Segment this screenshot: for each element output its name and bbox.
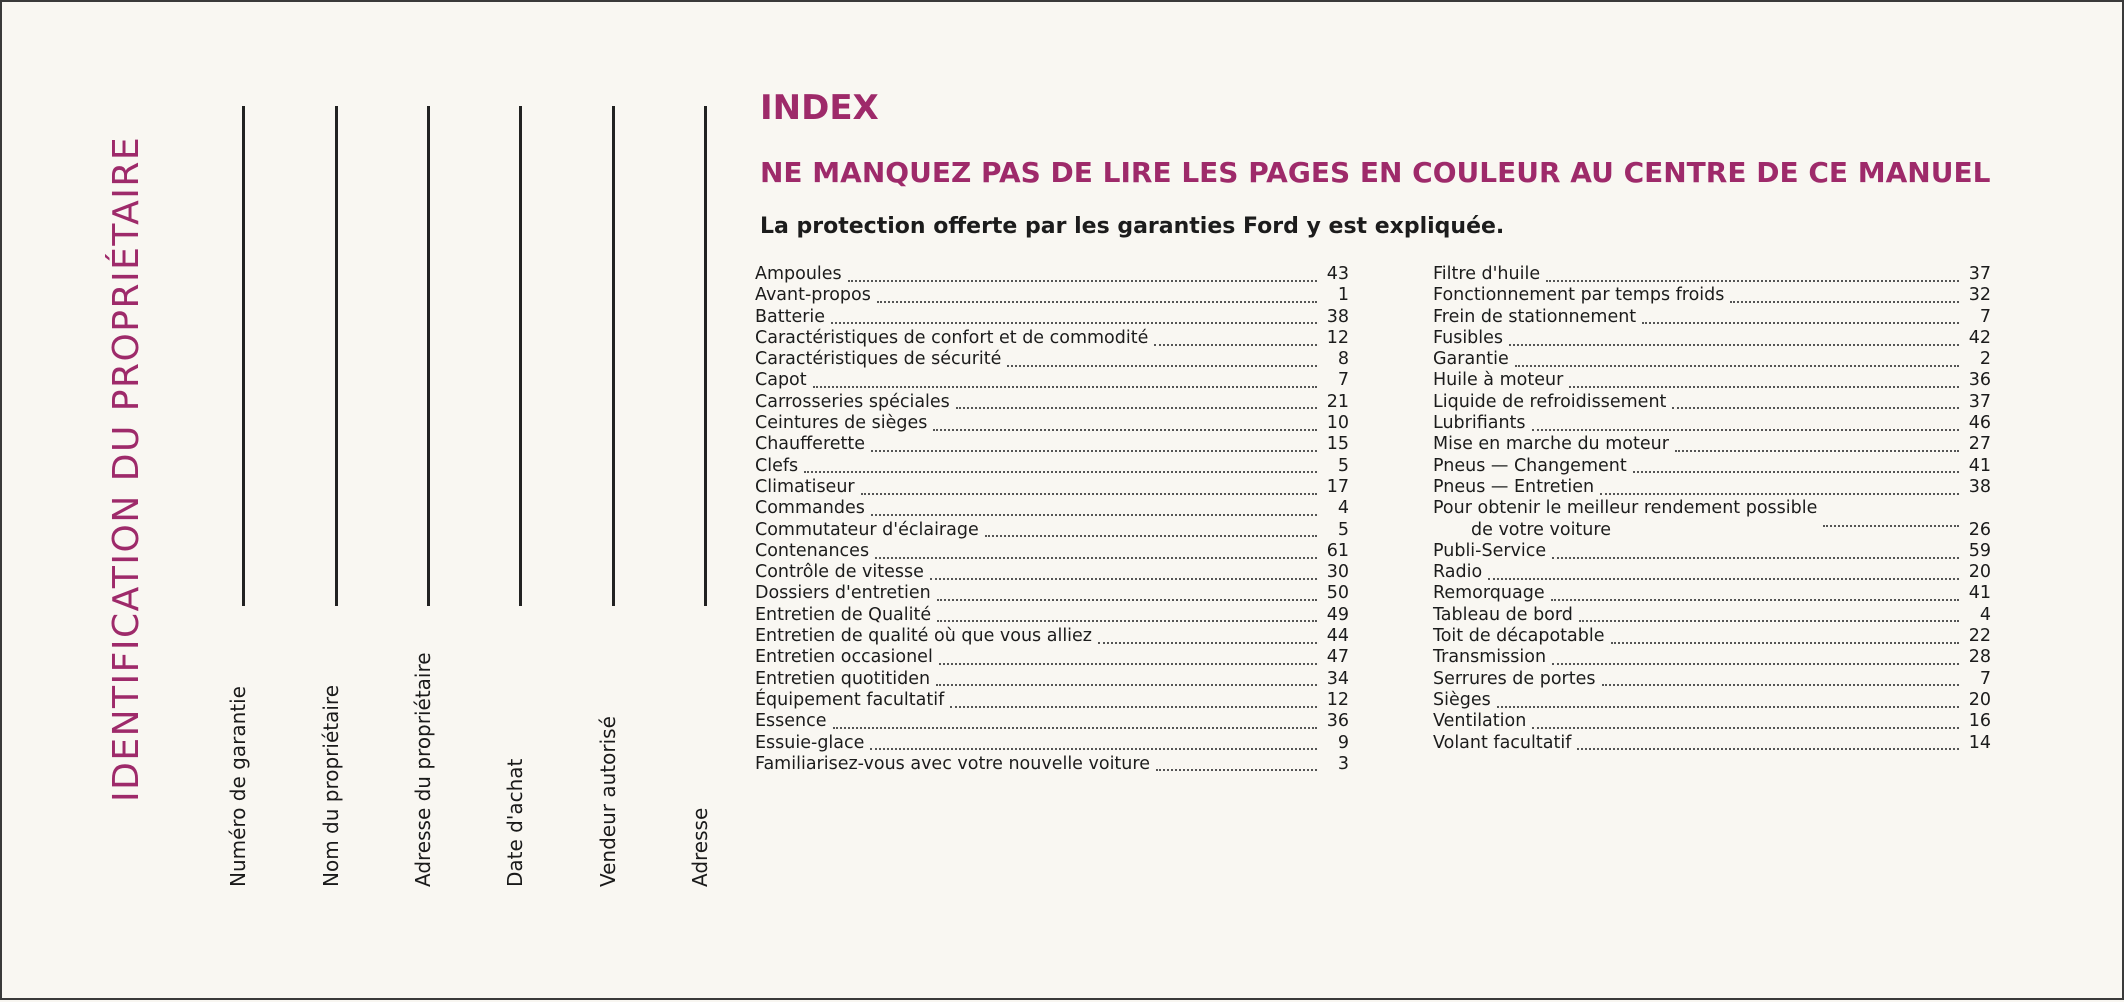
index-entry-name-text: Climatiseur [755,476,855,497]
index-entry [755,754,1349,775]
index-note: La protection offerte par les garanties Ford y est expliquée. [760,214,1505,239]
index-entry-name [755,711,827,732]
index-entry-page: 22 [1968,626,1991,647]
field-label: Vendeur autorisé [596,716,620,887]
dot-leader [950,692,1317,708]
index-entry [1433,456,1991,477]
index-entry-name-text: Publi-Service [1433,540,1547,561]
dot-leader [1156,755,1317,771]
index-entry-name-text: Tableau de bord [1433,604,1573,625]
dot-leader [1007,351,1317,367]
index-entry-name-text: Ventilation [1433,711,1527,732]
index-entry-name [1433,285,1724,306]
index-entry [1433,562,1991,583]
index-entry [1433,307,1991,328]
index-entry-page: 37 [1968,264,1991,284]
index-entry [1433,583,1991,604]
dot-leader [1497,692,1959,708]
index-entry [755,264,1349,285]
index-entry-page: 38 [1326,306,1349,327]
index-title: INDEX [760,88,879,128]
index-entry-name [1433,690,1491,711]
index-entry-name-text: Équipement facultatif [755,689,945,710]
index-entry [755,541,1349,562]
index-entry-name [755,370,807,391]
dot-leader [877,287,1317,303]
index-entry-page: 5 [1337,455,1349,476]
dot-leader [875,543,1317,559]
index-entry [755,583,1349,604]
index-entry-page: 5 [1337,519,1349,540]
index-entry [1433,370,1991,391]
dot-leader [1551,585,1959,601]
index-entry-name-text: Essuie-glace [755,732,865,753]
index-entry-name [755,264,842,285]
index-entry-name [1433,541,1546,562]
field-label: Nom du propriétaire [319,684,343,887]
index-entry-page: 36 [1968,370,1991,391]
index-entry-name [755,434,865,455]
field-line [704,106,707,606]
dot-leader [985,521,1317,537]
index-entry-page: 4 [1337,498,1349,519]
dot-leader [833,713,1317,729]
index-column-left [755,264,1349,775]
dot-leader [804,457,1317,473]
index-entry-page: 15 [1326,434,1349,455]
index-entry-name [755,583,931,604]
index-entry-name-text: Entretien de Qualité [755,604,932,625]
index-entry-name [1433,413,1526,434]
index-entry-page: 12 [1326,689,1349,710]
index-entry-name-text: Mise en marche du moteur [1433,434,1669,455]
index-entry-page: 7 [1337,370,1349,391]
dot-leader [1823,511,1959,527]
index-entry [755,690,1349,711]
index-entry [755,434,1349,455]
dot-leader [1633,457,1959,473]
dot-leader [1546,266,1959,282]
field-line [427,106,430,606]
index-entry [755,605,1349,626]
index-entry-name-text: Chaufferette [755,434,866,455]
index-entry-page: 20 [1968,562,1991,583]
index-entry-page: 4 [1979,604,1991,625]
index-entry-name-text: Remorquage [1433,583,1545,604]
index-entry [755,456,1349,477]
index-entry-name [755,520,979,541]
index-entry-name-text: Pneus — Entretien [1433,476,1595,497]
dot-leader [848,266,1317,282]
dot-leader [1154,330,1317,346]
dot-leader [813,372,1317,388]
index-entry-name-text: Carrosseries spéciales [755,391,950,412]
index-entry [1433,349,1991,370]
index-entry-name [755,562,924,583]
index-entry-name [755,413,927,434]
index-entry-name [1433,264,1540,285]
index-entry-name-text: Huile à moteur [1433,370,1564,391]
field-line [612,106,615,606]
index-entry-name-text: Batterie [755,306,826,327]
index-entry-name-text: Caractéristiques de sécurité [755,349,1002,370]
index-entry-page: 41 [1968,455,1991,476]
dot-leader [831,308,1317,324]
index-entry-page: 36 [1326,711,1349,732]
dot-leader [937,606,1317,622]
index-entry-page: 59 [1968,540,1991,561]
index-entry-name [755,349,1001,370]
index-entry-name-text: Serrures de portes [1433,668,1596,689]
index-entry-name [1433,647,1546,668]
index-entry-name-text: Ampoules [755,264,842,284]
index-entry-page: 3 [1337,753,1349,774]
index-entry-name [755,498,865,519]
index-entry [755,711,1349,732]
dot-leader [861,479,1317,495]
index-entry-name [1433,583,1545,604]
index-entry-page: 38 [1968,476,1991,497]
index-entry-name-text: Familiarisez-vous avec votre nouvelle voiture [755,753,1150,774]
index-entry-name-text: Entretien quotitiden [755,668,931,689]
index-entry-page: 30 [1326,562,1349,583]
dot-leader [1515,351,1959,367]
index-entry-name-text: Ceintures de sièges [755,413,928,434]
index-entry-name [1433,370,1563,391]
index-entry-name-text: Clefs [755,455,799,476]
index-entry-name [1433,498,1817,541]
index-entry-page: 27 [1968,434,1991,455]
index-entry [755,520,1349,541]
index-subtitle: NE MANQUEZ PAS DE LIRE LES PAGES EN COULEUR AU CENTRE DE CE MANUEL [760,156,1991,189]
index-entry [1433,669,1991,690]
index-entry-name [1433,456,1627,477]
index-entry-name [755,690,944,711]
index-entry [755,498,1349,519]
dot-leader [1642,308,1959,324]
index-entry-name-text: Fusibles [1433,327,1504,348]
index-entry-page: 49 [1326,604,1349,625]
dot-leader [939,649,1317,665]
index-entry-name [755,733,864,754]
index-entry [1433,392,1991,413]
dot-leader [937,585,1317,601]
dot-leader [1532,713,1959,729]
field-line [335,106,338,606]
index-entry-page: 8 [1337,349,1349,370]
index-entry-name [755,754,1150,775]
index-entry-name-continuation: de votre voiture [1471,519,1611,540]
index-entry-page: 7 [1979,306,1991,327]
index-entry [755,392,1349,413]
index-entry [1433,285,1991,306]
index-entry-name [1433,626,1605,647]
dot-leader [871,500,1317,516]
index-entry [755,328,1349,349]
index-entry [1433,264,1991,285]
index-entry [755,647,1349,668]
field-label: Adresse [688,807,712,887]
index-entry-page: 17 [1326,476,1349,497]
index-entry-name [755,626,1092,647]
index-entry-name [1433,562,1482,583]
index-entry [755,349,1349,370]
field-label: Numéro de garantie [226,686,250,887]
index-entry-name-text: Caractéristiques de confort et de commodité [755,327,1149,348]
index-entry-name-text: Toit de décapotable [1433,626,1605,647]
dot-leader [1600,479,1959,495]
dot-leader [936,670,1317,686]
dot-leader [1675,436,1959,452]
index-entry [755,370,1349,391]
index-entry-name-text: Capot [755,370,807,391]
field-label: Date d'achat [503,758,527,887]
index-entry-page: 32 [1968,285,1991,306]
index-entry [1433,733,1991,754]
index-entry [755,413,1349,434]
index-entry-page: 20 [1968,689,1991,710]
index-entry-name-text: Commutateur d'éclairage [755,519,979,540]
index-entry-name-text: Essence [755,711,827,732]
index-entry-name [755,328,1148,349]
dot-leader [871,436,1317,452]
index-entry-page: 10 [1326,413,1349,434]
index-entry [1433,647,1991,668]
index-entry [1433,434,1991,455]
dot-leader [933,415,1317,431]
identification-title: IDENTIFICATION DU PROPRIÉTAIRE [106,135,147,802]
index-entry-name [755,647,933,668]
index-entry [1433,498,1991,541]
index-entry-name [1433,392,1666,413]
index-entry-page: 47 [1326,647,1349,668]
index-entry [1433,541,1991,562]
dot-leader [1672,393,1959,409]
index-entry-name-text: Entretien de qualité où que vous alliez [755,626,1092,647]
index-entry-name [755,285,871,306]
dot-leader [1611,628,1959,644]
index-entry-name-text: Filtre d'huile [1433,264,1541,284]
index-entry-name [755,477,855,498]
dot-leader [930,564,1317,580]
field-line [519,106,522,606]
index-entry [1433,711,1991,732]
index-entry-name-text: Fonctionnement par temps froids [1433,285,1725,306]
index-entry-page: 44 [1326,626,1349,647]
index-column-right [1433,264,1991,754]
index-entry-name-text: Volant facultatif [1433,732,1572,753]
index-entry-name-text: Lubrifiants [1433,413,1526,434]
index-entry [1433,328,1991,349]
dot-leader [1532,415,1959,431]
index-entry-name [755,392,950,413]
index-entry-name-text: Radio [1433,562,1483,583]
index-entry [1433,690,1991,711]
index-entry-name [1433,477,1594,498]
dot-leader [1098,628,1317,644]
index-entry-name-text: Transmission [1433,647,1547,668]
index-entry [1433,626,1991,647]
index-entry [1433,477,1991,498]
index-entry-page: 12 [1326,327,1349,348]
index-entry-page: 28 [1968,647,1991,668]
index-entry-name [1433,349,1509,370]
index-entry-page: 50 [1326,583,1349,604]
index-entry-name [1433,434,1669,455]
index-entry-page: 43 [1326,264,1349,284]
dot-leader [956,393,1317,409]
index-entry-name-text: Entretien occasionel [755,647,933,668]
dot-leader [1552,543,1959,559]
index-entry-name-text: Commandes [755,498,865,519]
index-entry-name-text: Liquide de refroidissement [1433,391,1667,412]
index-entry-name [1433,307,1636,328]
index-entry [1433,413,1991,434]
index-entry-name [755,605,931,626]
index-entry-name [1433,733,1571,754]
field-line [242,106,245,606]
index-entry-page: 2 [1979,349,1991,370]
index-entry-page: 42 [1968,327,1991,348]
index-entry-name-text: Dossiers d'entretien [755,583,931,604]
index-entry [755,626,1349,647]
dot-leader [870,734,1317,750]
index-entry-page: 46 [1968,413,1991,434]
index-entry-page: 41 [1968,583,1991,604]
index-entry-page: 26 [1968,519,1991,540]
index-entry-page: 16 [1968,711,1991,732]
index-entry [755,285,1349,306]
index-entry [755,477,1349,498]
index-entry-name-text: Contrôle de vitesse [755,562,924,583]
index-entry-name [1433,711,1526,732]
index-entry-name-text: Frein de stationnement [1433,306,1637,327]
dot-leader [1552,649,1959,665]
index-entry [755,562,1349,583]
index-entry-name-text: Pneus — Changement [1433,455,1627,476]
index-entry [755,307,1349,328]
index-entry-name-text: Avant-propos [755,285,871,306]
index-entry-page: 61 [1326,540,1349,561]
dot-leader [1488,564,1959,580]
index-entry-name [755,456,798,477]
index-entry-name-text: Contenances [755,540,870,561]
dot-leader [1577,734,1959,750]
index-entry-name [755,307,825,328]
index-entry-page: 14 [1968,732,1991,753]
index-entry-page: 37 [1968,391,1991,412]
field-label: Adresse du propriétaire [411,652,435,887]
index-entry-name [755,669,930,690]
index-entry-name [1433,328,1503,349]
index-entry-name [755,541,869,562]
index-entry-page: 1 [1337,285,1349,306]
index-entry-name [1433,669,1596,690]
index-entry-page: 7 [1979,668,1991,689]
dot-leader [1730,287,1959,303]
index-entry-page: 9 [1337,732,1349,753]
index-entry-name-text: Pour obtenir le meilleur rendement possible [1433,498,1818,519]
index-entry-page: 34 [1326,668,1349,689]
index-entry-page: 21 [1326,391,1349,412]
dot-leader [1509,330,1959,346]
dot-leader [1569,372,1959,388]
index-entry-name-text: Garantie [1433,349,1509,370]
index-entry-name [1433,605,1573,626]
index-entry [755,733,1349,754]
index-entry-name-text: Sièges [1433,689,1491,710]
index-entry [755,669,1349,690]
index-entry [1433,605,1991,626]
dot-leader [1579,606,1959,622]
dot-leader [1602,670,1960,686]
